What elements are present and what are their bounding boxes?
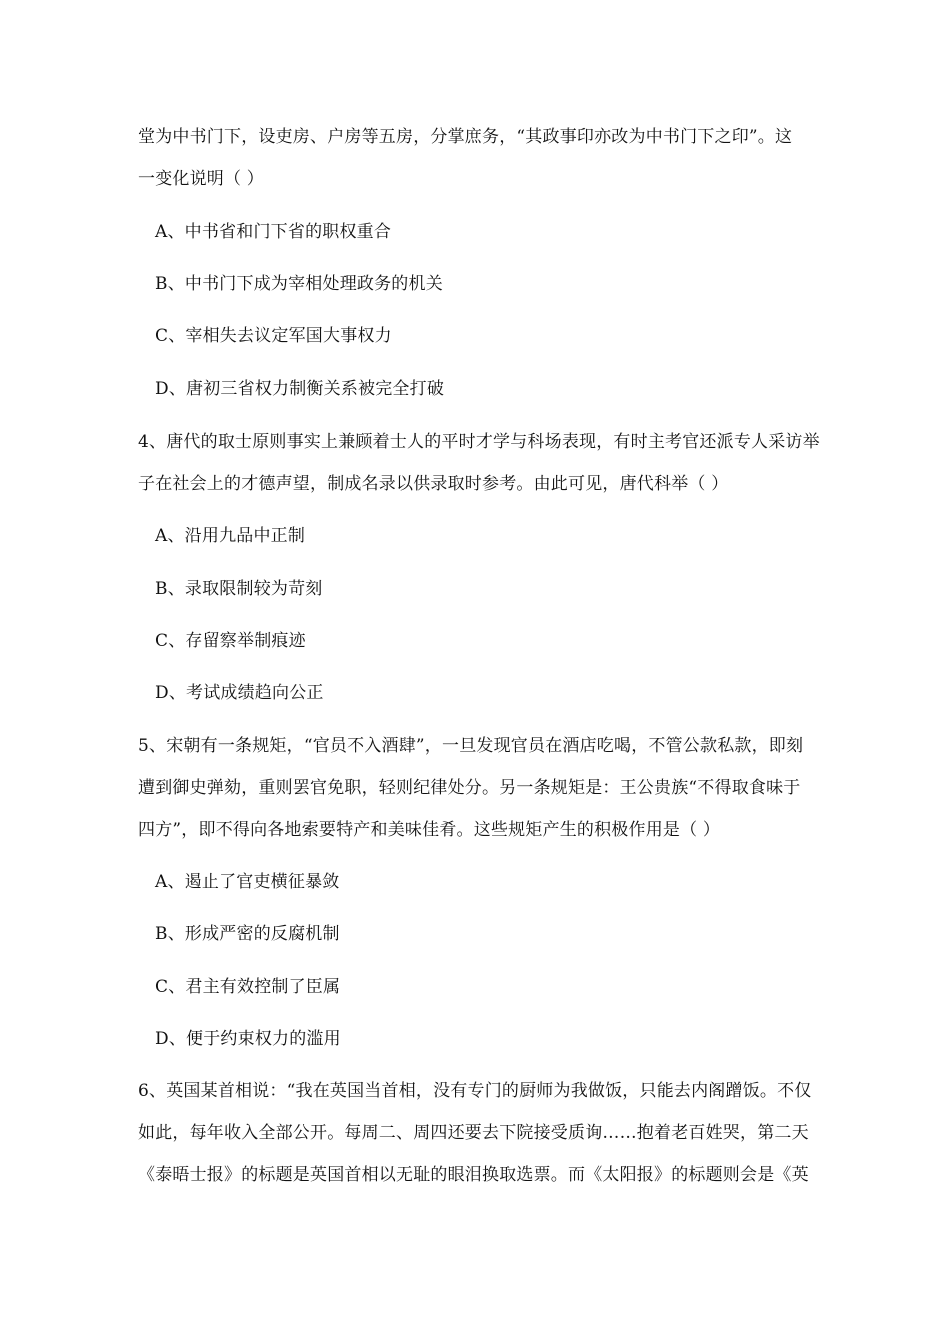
question-3-option-c: C、宰相失去议定军国大事权力 [155, 326, 392, 346]
question-5-line-1: 5、宋朝有一条规矩，“官员不入酒肆”，一旦发现官员在酒店吃喝，不管公款私款，即刻 [138, 736, 804, 756]
question-4-option-b: B、录取限制较为苛刻 [155, 579, 323, 599]
question-3-line-1: 堂为中书门下，设吏房、户房等五房，分掌庶务，“其政事印亦改为中书门下之印”。这 [138, 127, 793, 147]
question-3-line-2: 一变化说明（ ） [138, 169, 265, 189]
question-4-option-c: C、存留察举制痕迹 [155, 631, 306, 651]
question-4-option-a: A、沿用九品中正制 [155, 526, 306, 546]
question-4-line-2: 子在社会上的才德声望，制成名录以供录取时参考。由此可见，唐代科举（ ） [138, 474, 729, 494]
question-5-line-3: 四方”，即不得向各地索要特产和美味佳肴。这些规矩产生的积极作用是（ ） [138, 820, 721, 840]
question-5-line-2: 遭到御史弹劾，重则罢官免职，轻则纪律处分。另一条规矩是：王公贵族“不得取食味于 [138, 778, 801, 798]
question-6-line-1: 6、英国某首相说：“我在英国当首相，没有专门的厨师为我做饭，只能去内阁蹭饭。不仅 [138, 1081, 812, 1101]
question-5-option-b: B、形成严密的反腐机制 [155, 924, 340, 944]
question-5-option-d: D、便于约束权力的滥用 [155, 1029, 341, 1049]
question-5-option-c: C、君主有效控制了臣属 [155, 977, 341, 997]
question-6-line-3: 《泰晤士报》的标题是英国首相以无耻的眼泪换取选票。而《太阳报》的标题则会是《英 [138, 1165, 809, 1185]
question-4-option-d: D、考试成绩趋向公正 [155, 683, 324, 703]
question-6-line-2: 如此，每年收入全部公开。每周二、周四还要去下院接受质询……抱着老百姓哭，第二天 [138, 1123, 809, 1143]
question-3-option-d: D、唐初三省权力制衡关系被完全打破 [155, 379, 445, 399]
question-4-line-1: 4、唐代的取士原则事实上兼顾着士人的平时才学与科场表现，有时主考官还派专人采访举 [138, 432, 820, 452]
question-3-option-a: A、中书省和门下省的职权重合 [155, 222, 392, 242]
question-5-option-a: A、遏止了官吏横征暴敛 [155, 872, 340, 892]
question-3-option-b: B、中书门下成为宰相处理政务的机关 [155, 274, 443, 294]
